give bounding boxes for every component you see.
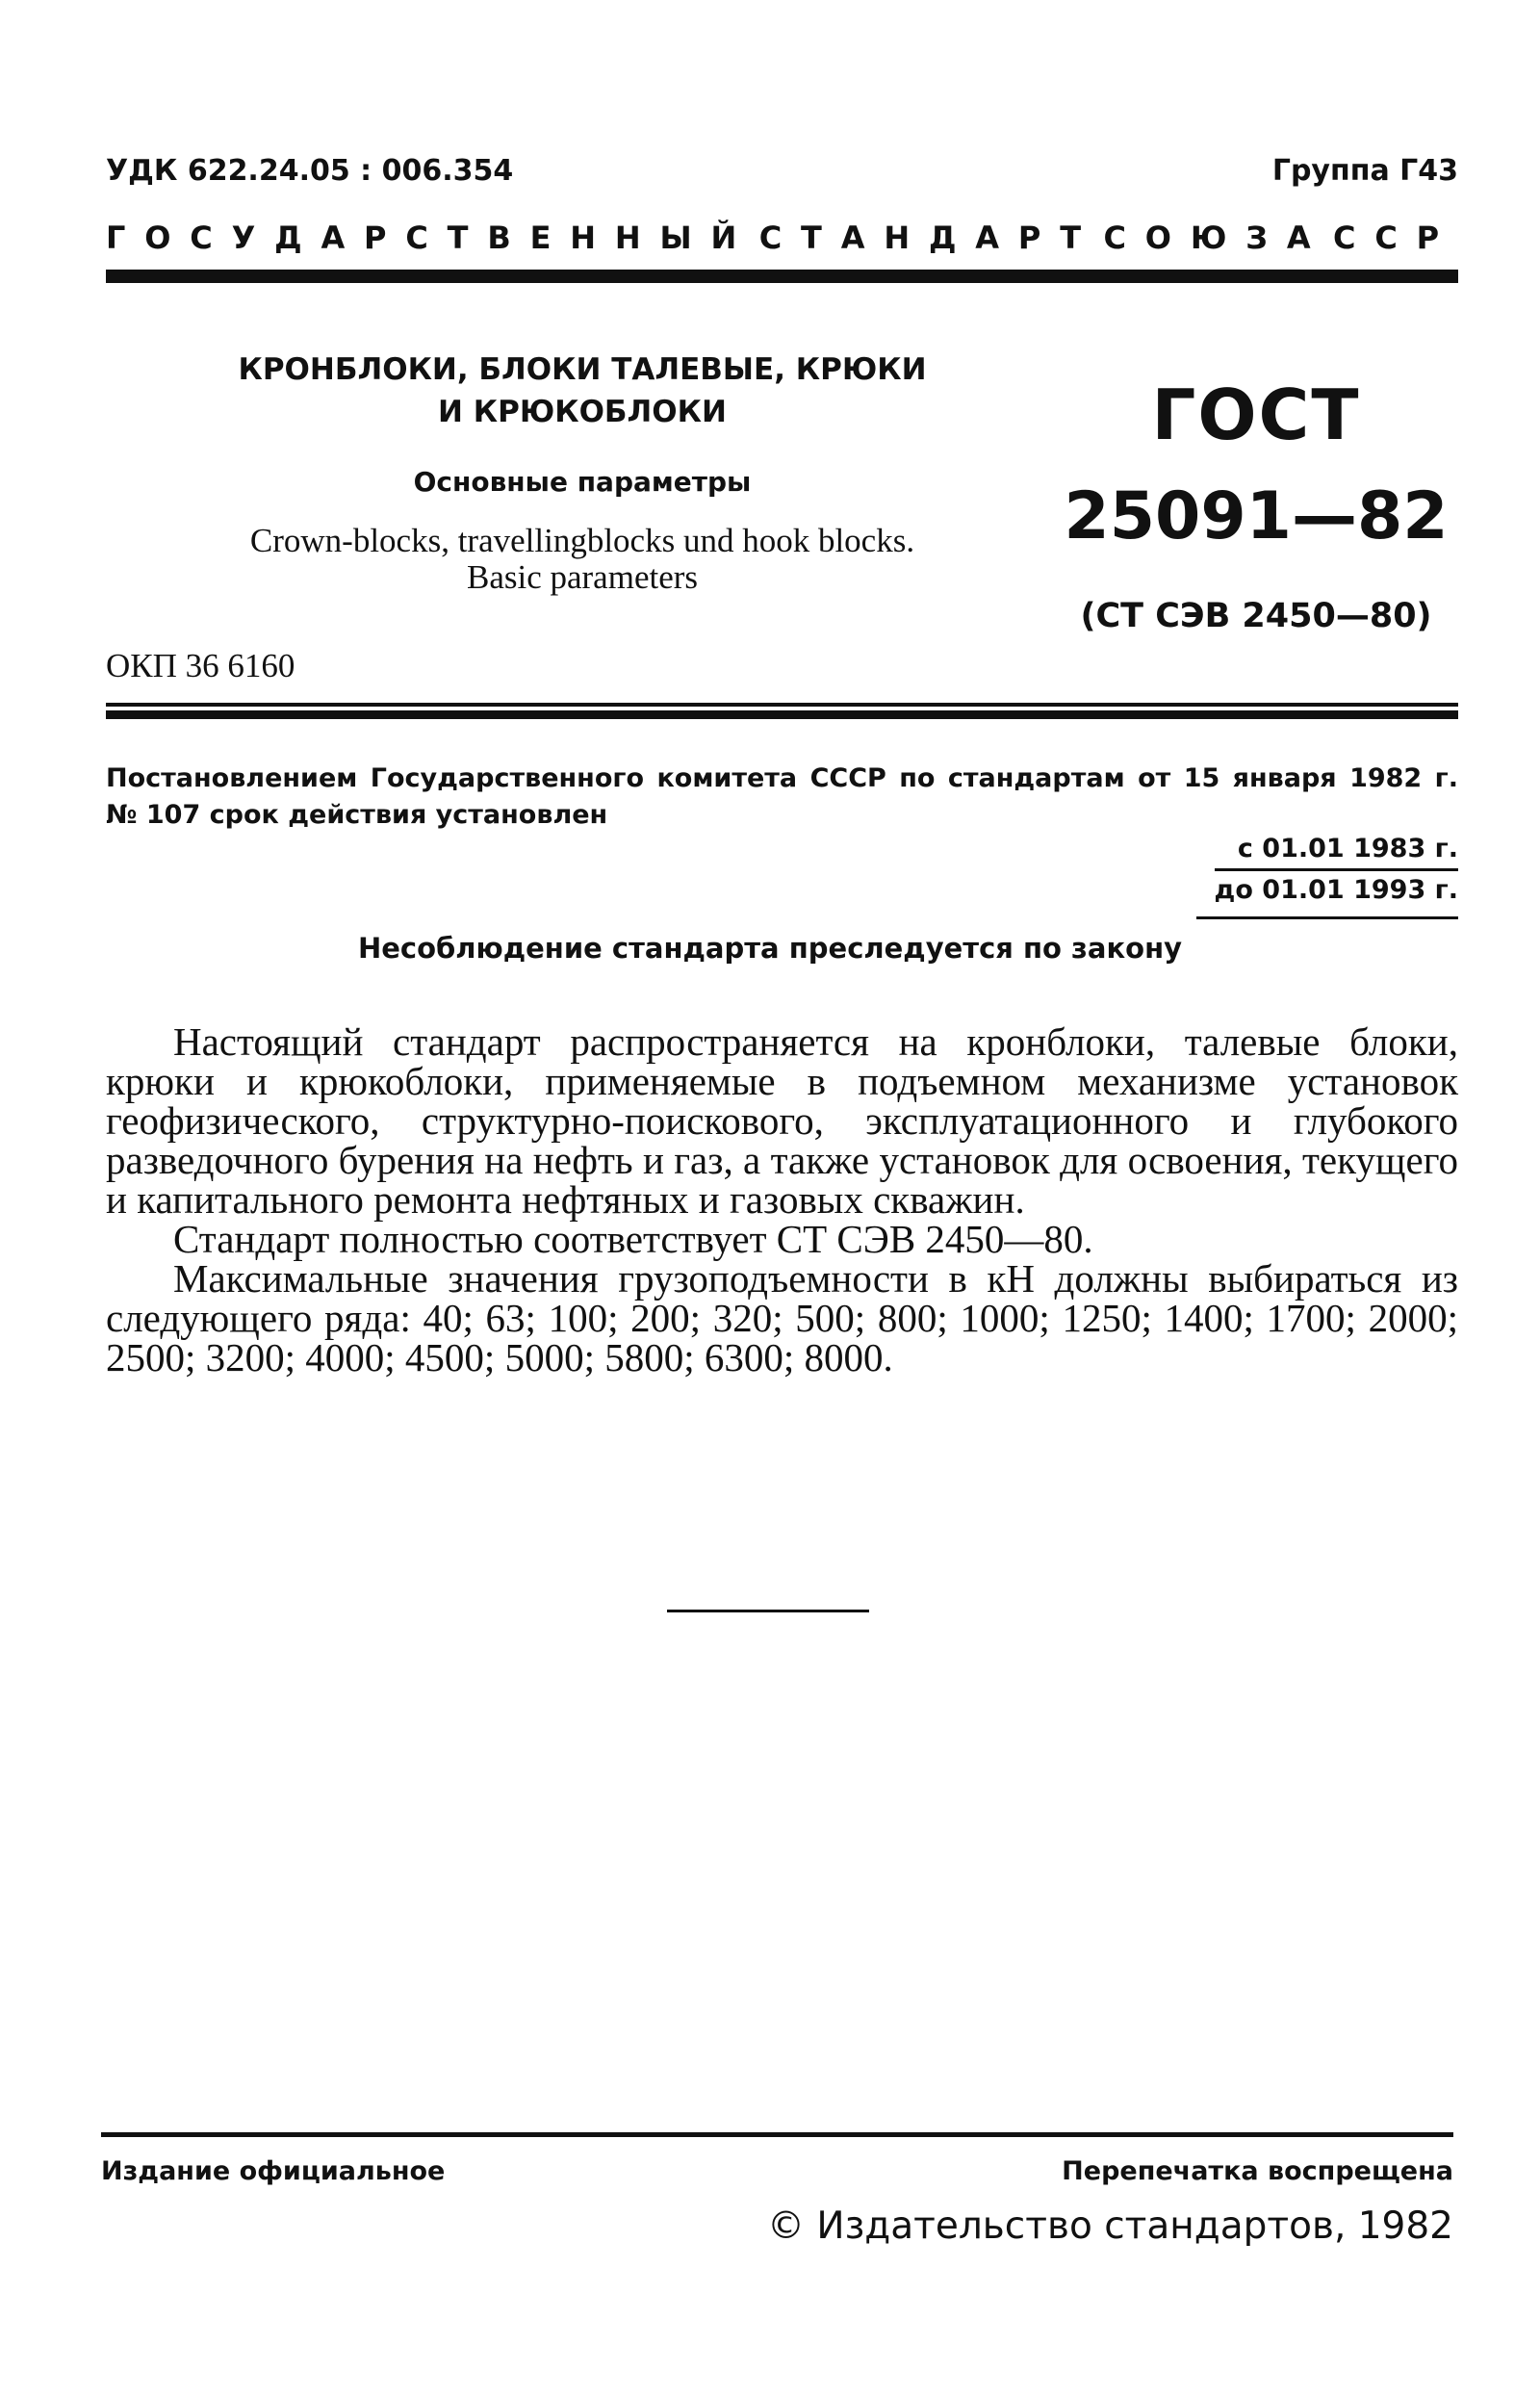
body-text xyxy=(106,1019,1458,1379)
okp-code: ОКП 36 6160 xyxy=(106,647,295,684)
heading-word: ССР xyxy=(1333,219,1458,256)
title-block xyxy=(154,348,1011,596)
validity-underline xyxy=(1196,916,1458,919)
validity-period xyxy=(1215,830,1458,910)
english-title-line: Basic parameters xyxy=(466,558,699,596)
group-code: Группа Г43 xyxy=(1271,154,1458,188)
decree-text: Постановлением Государственного комитета СССР по стандартам от 15 января 1982 г. № 107 срок действия установлен xyxy=(106,763,1458,830)
st-sev-reference: (СТ СЭВ 2450—80) xyxy=(1080,597,1432,635)
document-title-continued: И КРЮКОБЛОКИ xyxy=(438,395,727,429)
heading-word: СОЮЗА xyxy=(1103,219,1330,256)
section-divider xyxy=(106,703,1458,707)
gost-number: 25091—82 xyxy=(1064,478,1449,554)
copyright-notice: © Издательство стандартов, 1982 xyxy=(767,2204,1453,2248)
edition-note: Издание официальное xyxy=(101,2156,446,2186)
paragraph: Максимальные значения грузоподъемности в кН должны выбираться из следующего ряда: 40; 63; 100; 200; 320; 500; 800; 1000; 1250; 1400; 1700; 2000; 2500; 3200; 4000; 4500; 5000; 5800; 6300; 8000. xyxy=(106,1256,1458,1379)
valid-from: с 01.01 1983 г. xyxy=(1237,834,1458,863)
document-title: КРОНБЛОКИ, БЛОКИ ТАЛЕВЫЕ, КРЮКИ xyxy=(238,352,927,387)
english-title-line: Crown-blocks, travellingblocks und hook blocks. xyxy=(249,522,915,559)
footer-divider xyxy=(101,2132,1453,2137)
english-title xyxy=(154,523,1011,596)
end-of-text-rule xyxy=(667,1610,869,1612)
paragraph: Стандарт полностью соответствует СТ СЭВ 2450—80. xyxy=(173,1217,1093,1261)
heading-word: СТАНДАРТ xyxy=(758,219,1100,256)
legal-warning: Несоблюдение стандарта преследуется по закону xyxy=(357,932,1183,965)
section-divider xyxy=(106,710,1458,719)
reprint-note: Перепечатка воспрещена xyxy=(1062,2156,1453,2186)
top-divider xyxy=(106,270,1458,283)
gost-designation xyxy=(1049,374,1463,635)
paragraph: Настоящий стандарт распространяется на кронблоки, талевые блоки, крюки и крюкоблоки, применяемые в подъемном механизме установок геофизического, структурно-поискового, эксплуатационного и глубокого разведочного бурения на нефть и газ, а также установок для освоения, текущего и капитального ремонта нефтяных и газовых скважин. xyxy=(106,1019,1458,1222)
udk-code: УДК 622.24.05 : 006.354 xyxy=(106,154,514,188)
document-subtitle: Основные параметры xyxy=(413,466,752,498)
state-standard-heading xyxy=(106,219,1458,256)
gost-label: ГОСТ xyxy=(1151,374,1361,455)
heading-word: ГОСУДАРСТВЕННЫЙ xyxy=(106,219,757,256)
valid-to: до 01.01 1993 г. xyxy=(1215,868,1458,910)
